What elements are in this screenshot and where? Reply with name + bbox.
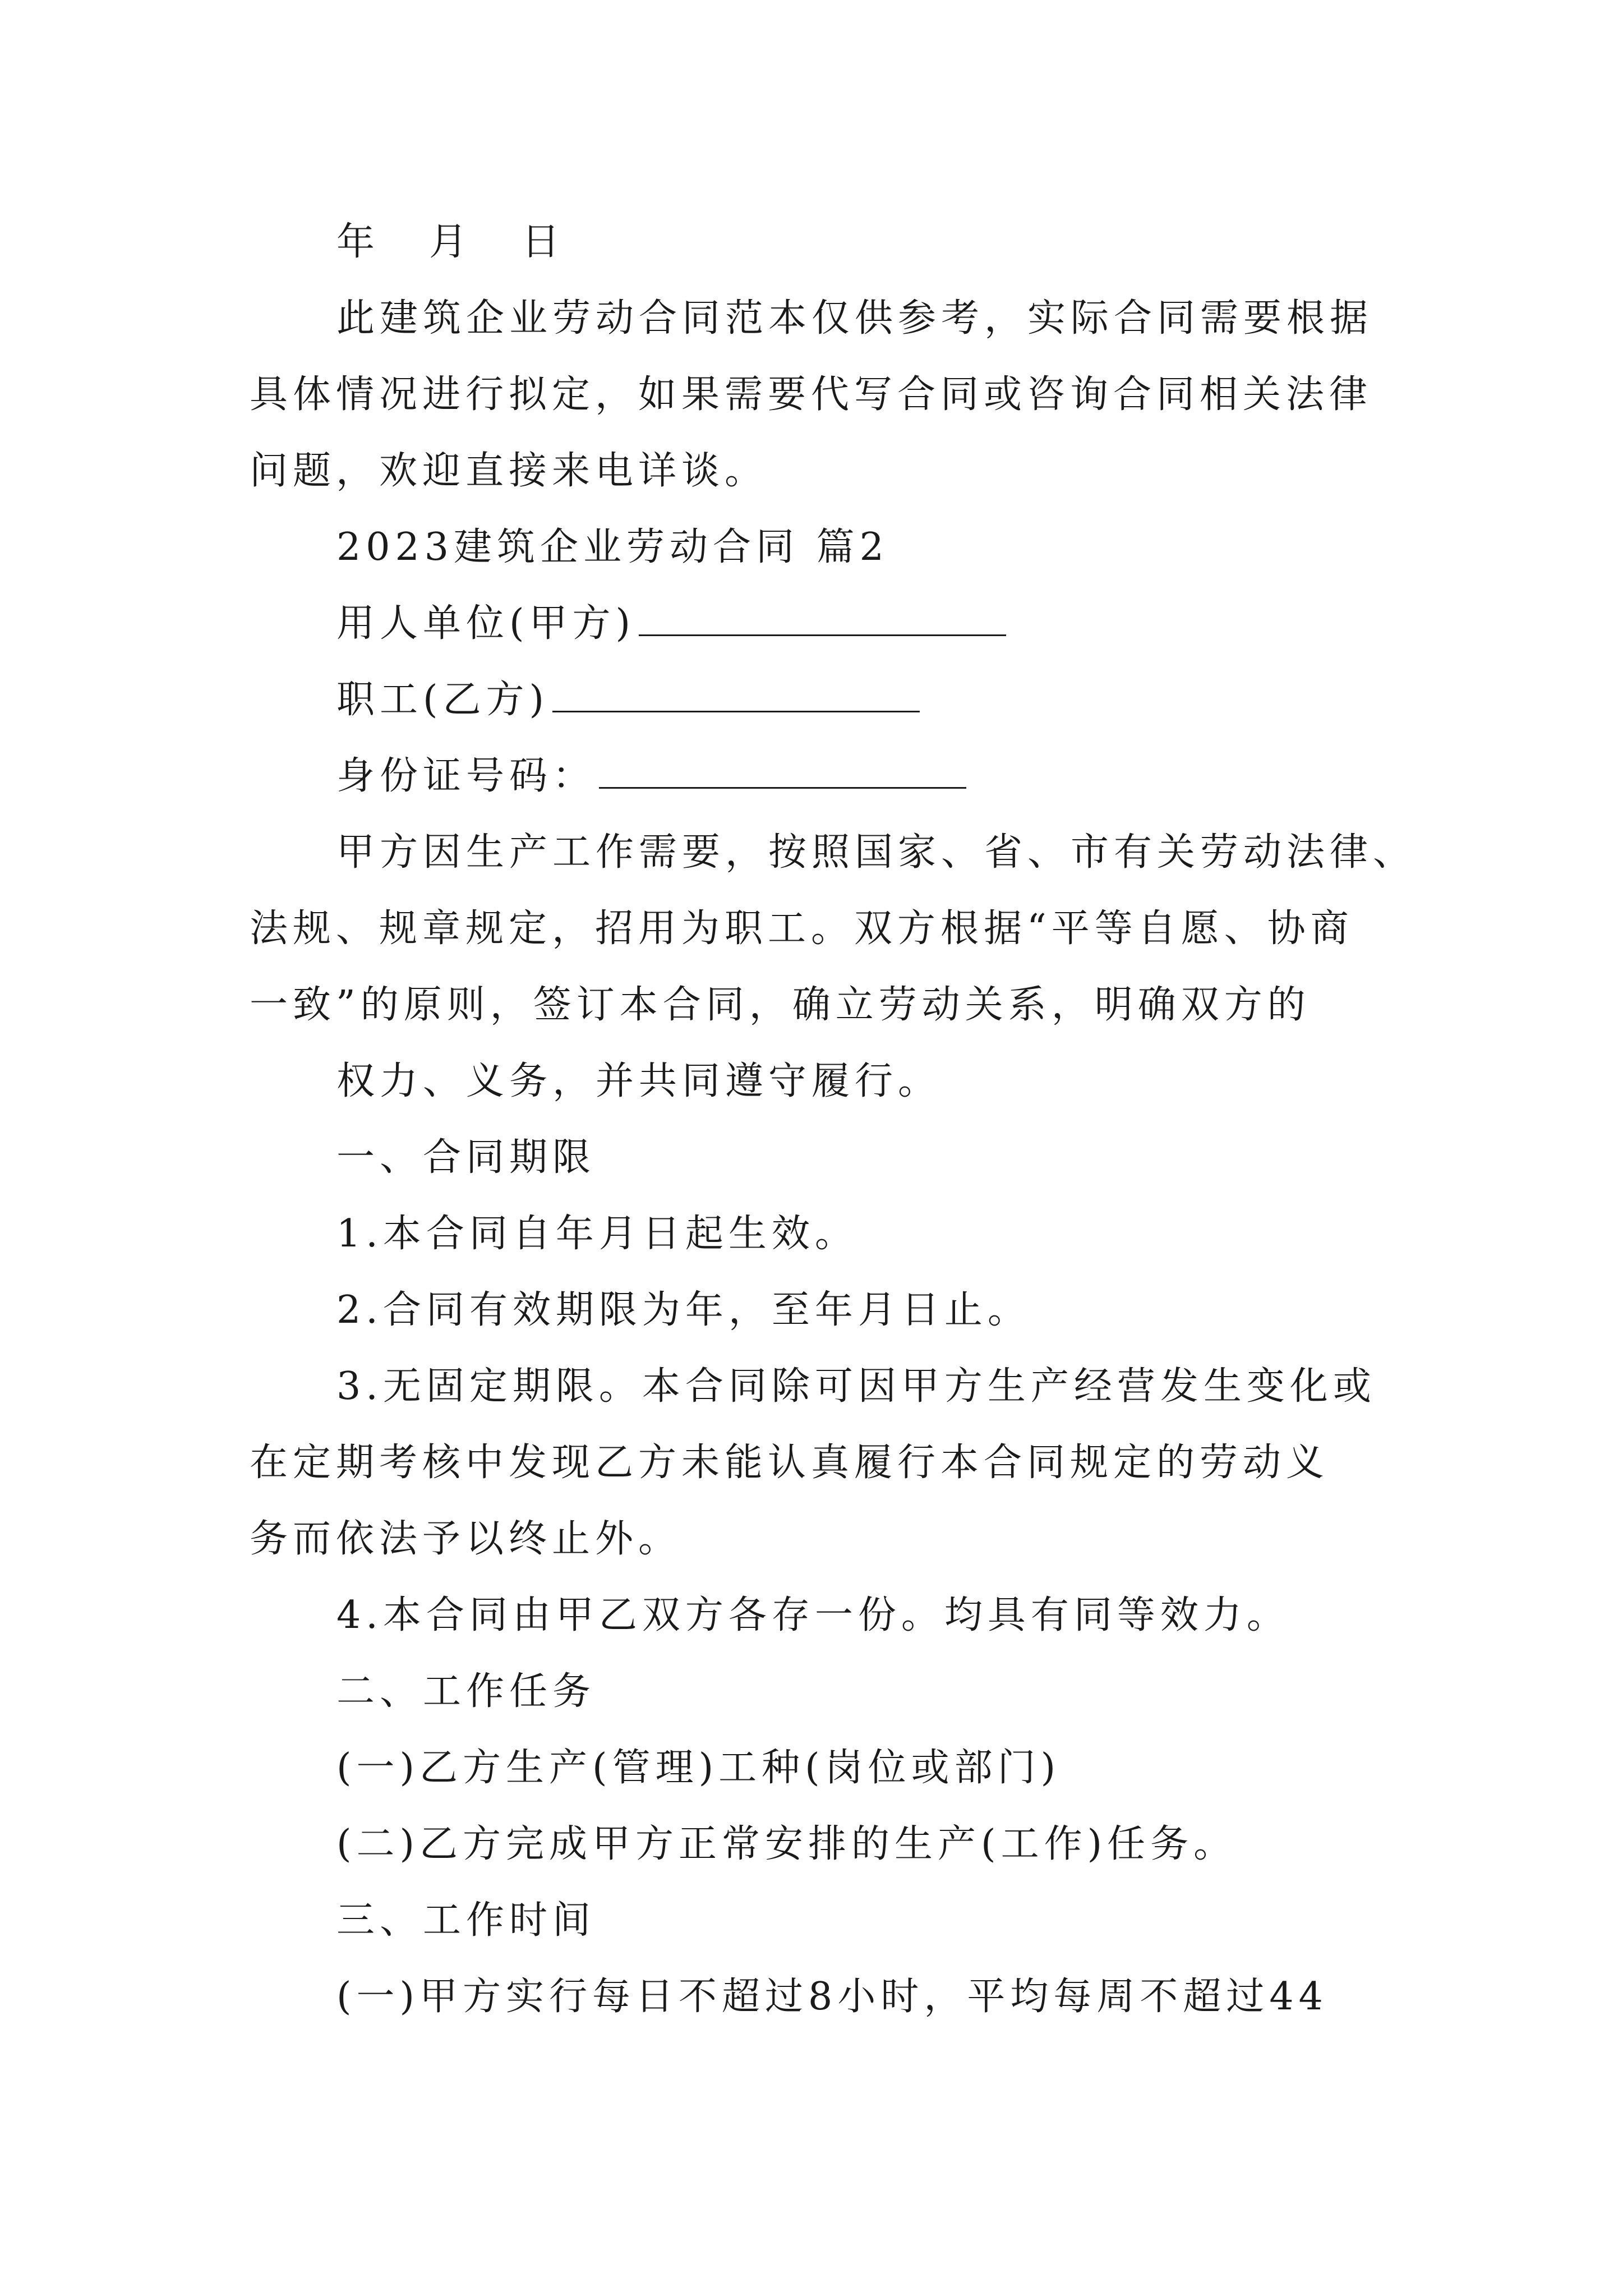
- intro-line-2: 具体情况进行拟定，如果需要代写合同或咨询合同相关法律: [250, 372, 1373, 417]
- date-line: [336, 220, 565, 264]
- id-line: [336, 754, 966, 798]
- section1-item1: 1.本合同自年月日起生效。: [336, 1212, 858, 1256]
- date-year: 年: [336, 220, 380, 264]
- employer-label: 用人单位(甲方): [336, 601, 636, 646]
- doc-title: 2023建筑企业劳动合同 篇2: [336, 525, 889, 569]
- employer-line: [336, 601, 1006, 646]
- date-day: 日: [522, 220, 565, 264]
- section3-item1: (一)甲方实行每日不超过8小时，平均每周不超过44: [336, 1975, 1328, 2019]
- section1-item2: 2.合同有效期限为年，至年月日止。: [336, 1288, 1031, 1332]
- employee-line: [336, 678, 920, 722]
- date-month: 月: [429, 220, 473, 264]
- employee-label: 职工(乙方): [336, 678, 550, 722]
- preamble-line-4: 权力、义务，并共同遵守履行。: [336, 1059, 942, 1103]
- section2-heading: 二、工作任务: [336, 1669, 596, 1714]
- employee-blank: [552, 710, 920, 712]
- section1-item3-line2: 在定期考核中发现乙方未能认真履行本合同规定的劳动义: [250, 1441, 1330, 1485]
- employer-blank: [639, 634, 1006, 636]
- section1-heading: 一、合同期限: [336, 1135, 596, 1180]
- section1-item3-line3: 务而依法予以终止外。: [250, 1517, 682, 1561]
- id-blank: [599, 786, 966, 789]
- section2-item2: (二)乙方完成甲方正常安排的生产(工作)任务。: [336, 1822, 1237, 1866]
- intro-line-3: 问题，欢迎直接来电详谈。: [250, 449, 768, 493]
- preamble-line-1: 甲方因生产工作需要，按照国家、省、市有关劳动法律、: [336, 830, 1417, 875]
- section1-item3-line1: 3.无固定期限。本合同除可因甲方生产经营发生变化或: [336, 1364, 1376, 1409]
- id-label: 身份证号码：: [336, 754, 596, 798]
- preamble-line-3: 一致”的原则，签订本合同，确立劳动关系，明确双方的: [250, 983, 1311, 1027]
- section1-item4: 4.本合同由甲乙双方各存一份。均具有同等效力。: [336, 1593, 1290, 1637]
- intro-line-1: 此建筑企业劳动合同范本仅供参考，实际合同需要根据: [336, 296, 1373, 341]
- section2-item1: (一)乙方生产(管理)工种(岗位或部门): [336, 1746, 1061, 1790]
- preamble-line-2: 法规、规章规定，招用为职工。双方根据“平等自愿、协商: [250, 907, 1354, 951]
- section3-heading: 三、工作时间: [336, 1898, 596, 1943]
